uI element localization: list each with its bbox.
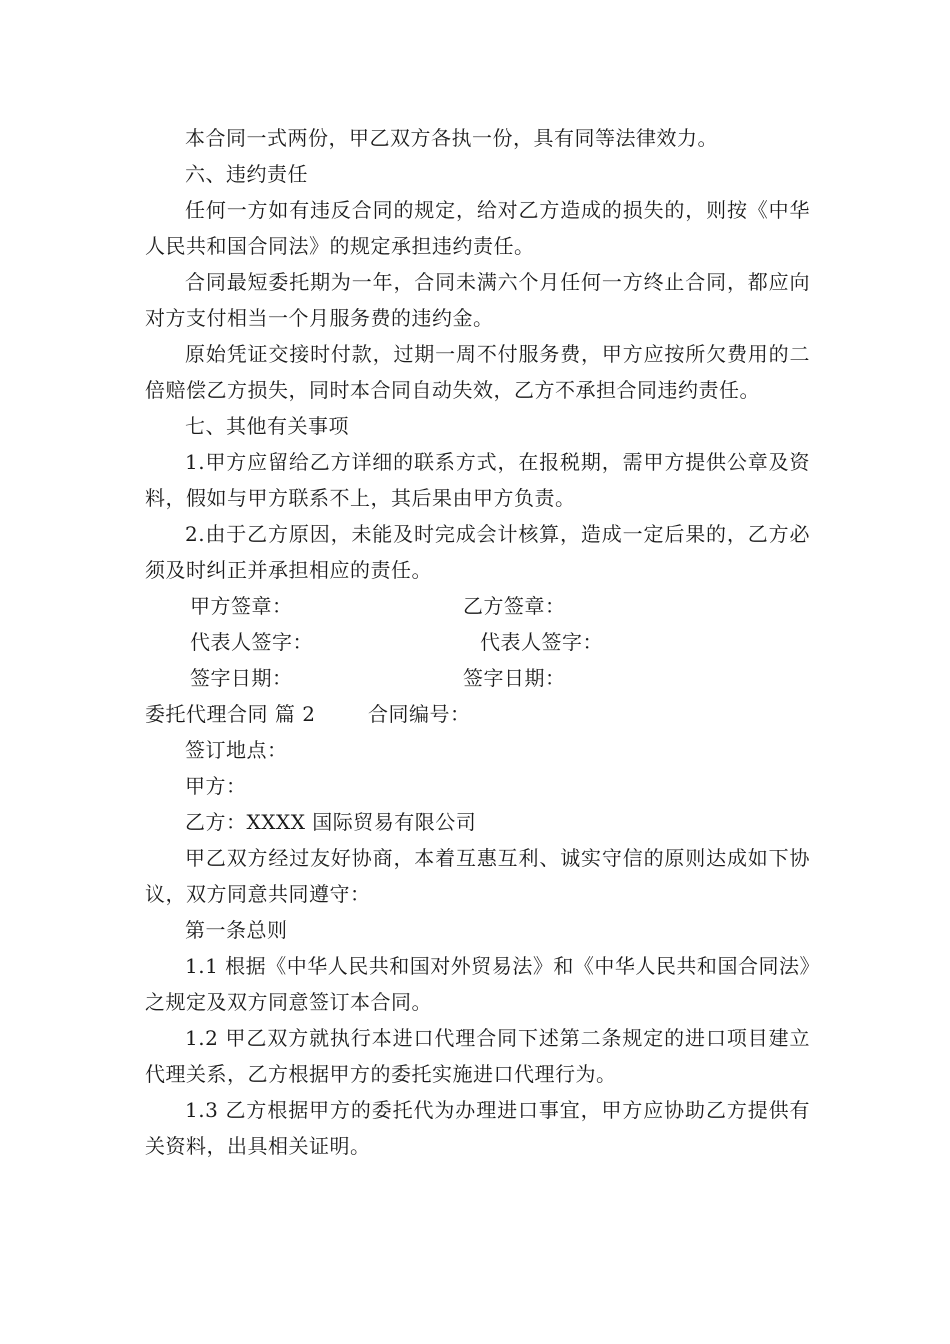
clause-1-3: 1.3 乙方根据甲方的委托代为办理进口事宜，甲方应协助乙方提供有关资料，出具相关证明。 <box>145 1098 810 1158</box>
clause-1-1: 1.1 根据《中华人民共和国对外贸易法》和《中华人民共和国合同法》之规定及双方同意签订本合同。 <box>145 954 810 1014</box>
clause-1-2: 1.2 甲乙双方就执行本进口代理合同下述第二条规定的进口项目建立代理关系，乙方根据甲方的委托实施进口代理行为。 <box>145 1026 810 1086</box>
paragraph-payment: 原始凭证交接时付款，过期一周不付服务费，甲方应按所欠费用的二倍赔偿乙方损失，同时本合同自动失效，乙方不承担合同违约责任。 <box>145 342 810 402</box>
party-b-seal-label: 乙方签章： <box>463 594 566 618</box>
paragraph-accounting: 2.由于乙方原因，未能及时完成会计核算，造成一定后果的，乙方必须及时纠正并承担相应的责任。 <box>145 522 810 582</box>
article-1-heading: 第一条总则 <box>185 918 288 942</box>
paragraph-contact: 1.甲方应留给乙方详细的联系方式，在报税期，需甲方提供公章及资料，假如与甲方联系不上，其后果由甲方负责。 <box>145 450 810 510</box>
contract2-title-row <box>145 696 810 732</box>
signature-row-date <box>145 660 810 696</box>
section-heading-other: 七、其他有关事项 <box>185 414 349 438</box>
contract-number-label: 合同编号： <box>368 702 471 726</box>
rep-b-label: 代表人签字： <box>480 630 603 654</box>
signature-row-representative <box>145 624 810 660</box>
contract2-title: 委托代理合同 篇 2 <box>145 702 316 726</box>
date-a-label: 签字日期： <box>190 666 293 690</box>
rep-a-label: 代表人签字： <box>190 630 313 654</box>
paragraph-intro: 甲乙双方经过友好协商，本着互惠互利、诚实守信的原则达成如下协议，双方同意共同遵守： <box>145 846 810 906</box>
document-page <box>145 120 810 1164</box>
paragraph-min-term: 合同最短委托期为一年，合同未满六个月任何一方终止合同，都应向对方支付相当一个月服务费的违约金。 <box>145 270 810 330</box>
party-a-label: 甲方： <box>185 774 247 798</box>
signature-row-seal <box>145 588 810 624</box>
paragraph-copies: 本合同一式两份，甲乙双方各执一份，具有同等法律效力。 <box>185 126 718 150</box>
party-a-seal-label: 甲方签章： <box>190 594 293 618</box>
date-b-label: 签字日期： <box>463 666 566 690</box>
party-b-label: 乙方：XXXX 国际贸易有限公司 <box>185 810 477 834</box>
signing-place-label: 签订地点： <box>185 738 288 762</box>
paragraph-breach: 任何一方如有违反合同的规定，给对乙方造成的损失的，则按《中华人民共和国合同法》的规定承担违约责任。 <box>145 198 810 258</box>
section-heading-liability: 六、违约责任 <box>185 162 308 186</box>
